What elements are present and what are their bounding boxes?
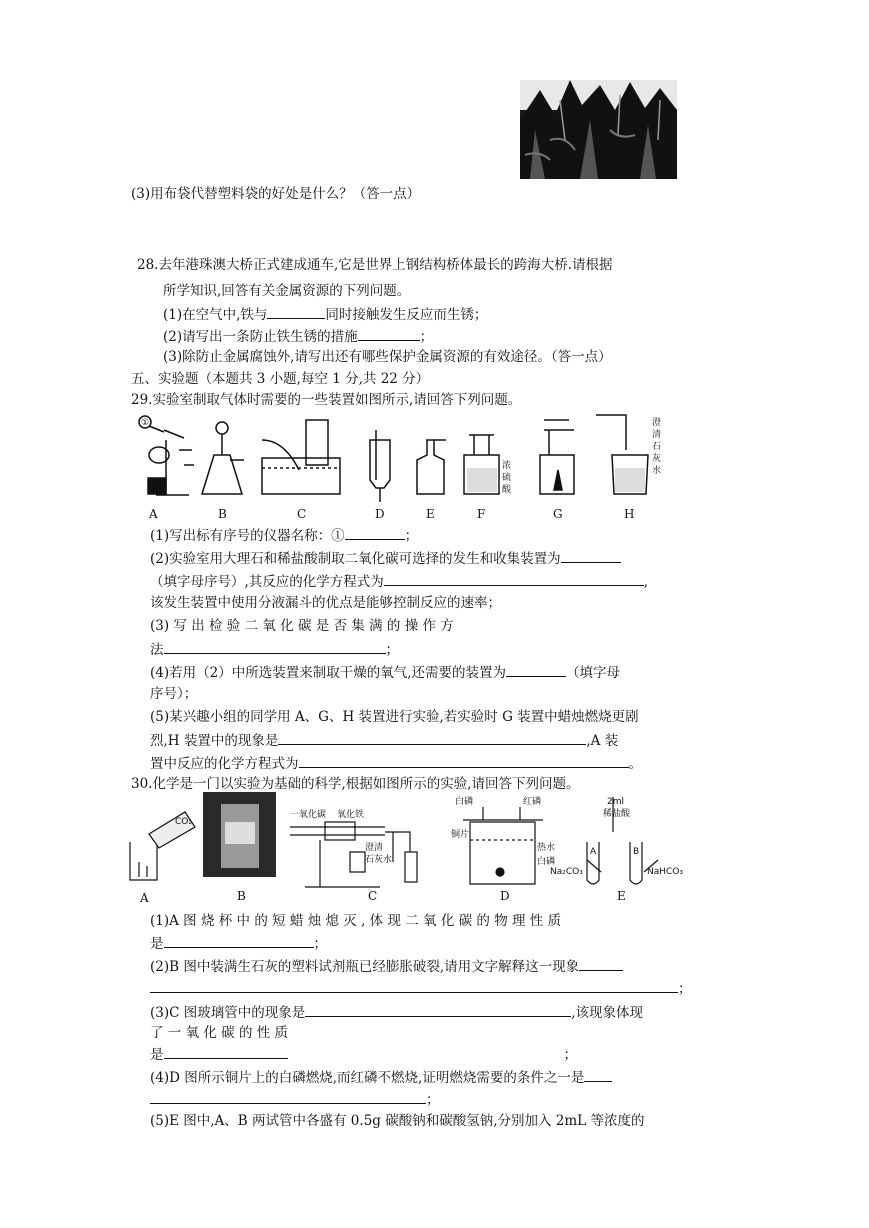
q30-part3-line1: (3)C 图玻璃管中的现象是 ,该现象体现	[150, 1005, 644, 1021]
q29-part3-line2: 法 ；	[150, 642, 399, 658]
q28-stem-line1: 28.去年港珠澳大桥正式建成通车,它是世界上钢结构桥体最长的跨海大桥.请根据	[137, 257, 613, 273]
svg-text:澄清: 澄清	[365, 843, 384, 853]
answer-blank[interactable]	[305, 1003, 571, 1017]
answer-blank[interactable]	[579, 957, 623, 971]
answer-blank[interactable]	[299, 754, 629, 768]
svg-text:Na₂CO₃: Na₂CO₃	[550, 867, 583, 877]
fig-label-D: D	[375, 507, 385, 521]
q30-part5-line1: (5)E 图中,A、B 两试管中各盛有 0.5g 碳酸钠和碳酸氢钠,分别加入 2mL 等浓度的	[150, 1113, 645, 1129]
q30-part4-line1: (4)D 图所示铜片上的白磷燃烧,而红磷不燃烧,证明燃烧需要的条件之一是	[150, 1068, 612, 1087]
fig-label-F: F	[477, 507, 486, 521]
q28-part3: (3)除防止金属腐蚀外,请写出还有哪些保护金属资源的有效途径。（答一点）	[163, 349, 612, 365]
answer-blank[interactable]	[267, 305, 325, 319]
fig-label-G: G	[553, 507, 563, 521]
q29-part2-line1: (2)实验室用大理石和稀盐酸制取二氧化碳可选择的发生和收集装置为	[150, 549, 621, 568]
q29-part5-line2: 烈,H 装置中的现象是 ,A 装	[150, 733, 619, 749]
answer-blank[interactable]	[584, 1068, 612, 1082]
section-5-heading: 五、实验题（本题共 3 小题,每空 1 分,共 22 分）	[131, 371, 430, 387]
q30-part4-line2: ；	[150, 1090, 440, 1109]
svg-text:水: 水	[652, 466, 662, 476]
q29-part3-line1: (3) 写 出 检 验 二 氧 化 碳 是 否 集 满 的 操 作 方	[150, 618, 454, 634]
answer-blank[interactable]	[278, 731, 586, 745]
answer-blank[interactable]	[506, 663, 566, 677]
answer-blank[interactable]	[150, 1090, 426, 1104]
fig-label-A: A	[140, 891, 149, 904]
svg-text:白磷: 白磷	[537, 857, 556, 867]
svg-text:红磷: 红磷	[523, 797, 542, 807]
q29-part4-line1: (4)若用（2）中所选装置来制取干燥的氧气,还需要的装置为 （填字母	[150, 665, 621, 681]
fig-label-H: H	[624, 507, 635, 521]
fig-label-B: B	[237, 889, 246, 903]
svg-text:氧化铁: 氧化铁	[337, 810, 365, 820]
q29-stem: 29.实验室制取气体时需要的一些装置如图所示,请回答下列问题。	[131, 392, 522, 408]
svg-text:石灰水: 石灰水	[365, 855, 393, 865]
fig-label-E: E	[617, 889, 626, 903]
q29-part4-line2: 序号）；	[150, 686, 198, 702]
q29-part2-line2: （填字母序号）,其反应的化学方程式为 ,	[150, 574, 649, 590]
svg-text:B: B	[633, 847, 640, 857]
fig-label-B: B	[218, 507, 227, 521]
answer-blank[interactable]	[164, 640, 386, 654]
answer-blank[interactable]	[164, 934, 314, 948]
q27-part3: (3)用布袋代替塑料袋的好处是什么？（答一点）	[131, 186, 421, 202]
svg-text:铜片: 铜片	[451, 830, 470, 840]
q30-experiment-figure	[125, 792, 705, 904]
fig-label-C: C	[297, 507, 307, 521]
answer-blank[interactable]	[164, 1045, 288, 1059]
fig-label-A: A	[149, 507, 158, 521]
svg-text:稀盐酸: 稀盐酸	[603, 809, 631, 819]
fig-mark-1: ①	[141, 418, 150, 428]
answer-blank[interactable]	[561, 549, 621, 563]
svg-text:硫: 硫	[502, 473, 512, 483]
q30-stem: 30.化学是一门以实验为基础的科学,根据如图所示的实验,请回答下列问题。	[131, 776, 580, 792]
q30-part1-line2: 是 ；	[150, 936, 327, 952]
svg-text:CO₂: CO₂	[175, 817, 192, 827]
q28-stem-line2: 所学知识,回答有关金属资源的下列问题。	[163, 283, 411, 299]
svg-text:热水: 热水	[537, 843, 556, 853]
q29-apparatus-figure	[134, 410, 694, 522]
svg-text:浓: 浓	[502, 461, 512, 471]
q29-part5-line3: 置中反应的化学方程式为 。	[150, 756, 642, 772]
q30-part3-line2: 了 一 氧 化 碳 的 性 质	[150, 1025, 289, 1041]
q30-part3-line3: 是 ；	[150, 1047, 577, 1063]
fig-label-D: D	[500, 889, 510, 903]
q28-part1: (1)在空气中,铁与 同时接触发生反应而生锈；	[163, 307, 488, 323]
svg-text:清: 清	[652, 430, 662, 440]
svg-text:石: 石	[652, 442, 662, 452]
q30-part2-line1: (2)B 图中装满生石灰的塑料试剂瓶已经膨胀破裂,请用文字解释这一现象	[150, 957, 623, 976]
trees-photo	[520, 80, 677, 179]
answer-blank[interactable]	[384, 572, 644, 586]
svg-text:澄: 澄	[652, 418, 662, 428]
svg-text:灰: 灰	[652, 454, 662, 464]
svg-text:一氧化碳: 一氧化碳	[290, 810, 327, 820]
answer-blank[interactable]	[345, 526, 405, 540]
q29-part1: (1)写出标有序号的仪器名称：① ；	[150, 528, 419, 544]
q30-part2-line2: ；	[150, 979, 692, 998]
svg-text:A: A	[590, 847, 597, 857]
fig-label-C: C	[368, 889, 378, 903]
answer-blank[interactable]	[150, 979, 678, 993]
q30-part1-line1: (1)A 图 烧 杯 中 的 短 蜡 烛 熄 灭 , 体 现 二 氧 化 碳 的 物 理 性 质	[150, 913, 562, 929]
answer-blank[interactable]	[358, 327, 420, 341]
fig-label-E: E	[426, 507, 435, 521]
q29-part2-line3: 该发生装置中使用分液漏斗的优点是能够控制反应的速率；	[150, 595, 501, 611]
q28-part2: (2)请写出一条防止铁生锈的措施 ；	[163, 329, 434, 345]
svg-text:NaHCO₃: NaHCO₃	[647, 867, 683, 877]
svg-text:白磷: 白磷	[455, 797, 474, 807]
svg-text:酸: 酸	[502, 485, 512, 495]
svg-text:2ml: 2ml	[607, 797, 624, 807]
q29-part5-line1: (5)某兴趣小组的同学用 A、G、H 装置进行实验,若实验时 G 装置中蜡烛燃烧更剧	[150, 709, 639, 725]
